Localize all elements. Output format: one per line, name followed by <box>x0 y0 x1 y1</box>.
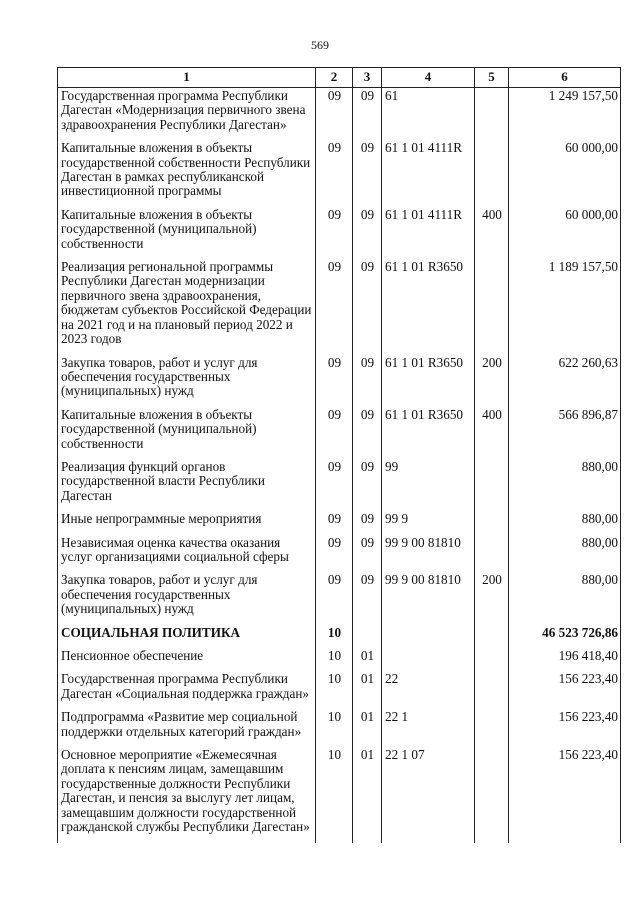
row-name-cell: Капитальные вложения в объекты государственной (муниципальной) собственности <box>58 408 316 460</box>
row-expense-type-cell <box>475 710 509 748</box>
row-section-cell: 09 <box>316 573 353 625</box>
row-section-cell: 09 <box>316 408 353 460</box>
row-expense-type-cell <box>475 626 509 649</box>
table-row <box>58 748 621 843</box>
table-row <box>58 626 621 649</box>
row-expense-type-cell <box>475 672 509 710</box>
row-amount-cell: 60 000,00 <box>509 141 621 208</box>
row-name-cell: Закупка товаров, работ и услуг для обеспечения государственных (муниципальных) нужд <box>58 573 316 625</box>
table-row <box>58 408 621 460</box>
row-name-cell: Иные непрограммные мероприятия <box>58 512 316 535</box>
column-header-5: 5 <box>475 68 509 88</box>
row-amount-cell: 566 896,87 <box>509 408 621 460</box>
row-target-item-cell: 61 1 01 R3650 <box>382 356 475 408</box>
row-amount-cell: 46 523 726,86 <box>509 626 621 649</box>
table-row <box>58 356 621 408</box>
row-expense-type-cell <box>475 748 509 843</box>
row-target-item-cell: 22 1 07 <box>382 748 475 843</box>
row-section-cell: 10 <box>316 649 353 672</box>
row-section-cell: 09 <box>316 141 353 208</box>
row-target-item-cell: 22 <box>382 672 475 710</box>
row-subsection-cell: 09 <box>353 512 382 535</box>
row-target-item-cell <box>382 649 475 672</box>
row-amount-cell: 622 260,63 <box>509 356 621 408</box>
row-subsection-cell: 09 <box>353 208 382 260</box>
row-expense-type-cell <box>475 260 509 355</box>
header-row <box>58 68 621 88</box>
row-amount-cell: 1 249 157,50 <box>509 88 621 142</box>
column-header-3: 3 <box>353 68 382 88</box>
row-target-item-cell: 99 9 <box>382 512 475 535</box>
table-row <box>58 536 621 574</box>
row-name-cell: Реализация региональной программы Республики Дагестан модернизации первичного звена здравоохранения, бюджетам субъектов Российской Федерации на 2021 год и на плановый период 2022 и 2023 годов <box>58 260 316 355</box>
budget-table <box>57 67 621 843</box>
row-section-cell: 09 <box>316 512 353 535</box>
row-amount-cell: 880,00 <box>509 536 621 574</box>
row-amount-cell: 880,00 <box>509 460 621 512</box>
row-section-cell: 09 <box>316 356 353 408</box>
row-amount-cell: 880,00 <box>509 573 621 625</box>
row-expense-type-cell <box>475 460 509 512</box>
table-row <box>58 710 621 748</box>
row-section-cell: 09 <box>316 208 353 260</box>
row-subsection-cell: 09 <box>353 408 382 460</box>
row-amount-cell: 1 189 157,50 <box>509 260 621 355</box>
row-amount-cell: 156 223,40 <box>509 672 621 710</box>
row-amount-cell: 880,00 <box>509 512 621 535</box>
row-amount-cell: 156 223,40 <box>509 748 621 843</box>
row-name-cell: Капитальные вложения в объекты государственной (муниципальной) собственности <box>58 208 316 260</box>
row-subsection-cell: 09 <box>353 356 382 408</box>
row-subsection-cell: 09 <box>353 141 382 208</box>
row-expense-type-cell <box>475 649 509 672</box>
row-amount-cell: 60 000,00 <box>509 208 621 260</box>
row-subsection-cell: 09 <box>353 536 382 574</box>
row-name-cell: Пенсионное обеспечение <box>58 649 316 672</box>
row-section-cell: 09 <box>316 460 353 512</box>
row-subsection-cell: 01 <box>353 748 382 843</box>
column-header-2: 2 <box>316 68 353 88</box>
table-row <box>58 260 621 355</box>
row-expense-type-cell: 400 <box>475 208 509 260</box>
row-target-item-cell: 22 1 <box>382 710 475 748</box>
row-target-item-cell <box>382 626 475 649</box>
table-row <box>58 460 621 512</box>
row-section-cell: 09 <box>316 536 353 574</box>
column-header-6: 6 <box>509 68 621 88</box>
row-expense-type-cell: 200 <box>475 356 509 408</box>
row-subsection-cell: 09 <box>353 460 382 512</box>
column-header-1: 1 <box>58 68 316 88</box>
table-row <box>58 208 621 260</box>
row-name-cell: Государственная программа Республики Дагестан «Социальная поддержка граждан» <box>58 672 316 710</box>
table-row <box>58 141 621 208</box>
row-name-cell: Капитальные вложения в объекты государственной собственности Республики Дагестан в рамках республиканской инвестиционной программы <box>58 141 316 208</box>
row-name-cell: Подпрограмма «Развитие мер социальной поддержки отдельных категорий граждан» <box>58 710 316 748</box>
row-target-item-cell: 61 1 01 R3650 <box>382 260 475 355</box>
row-subsection-cell: 01 <box>353 649 382 672</box>
row-subsection-cell: 09 <box>353 573 382 625</box>
row-expense-type-cell <box>475 512 509 535</box>
row-name-cell: Закупка товаров, работ и услуг для обеспечения государственных (муниципальных) нужд <box>58 356 316 408</box>
column-header-4: 4 <box>382 68 475 88</box>
row-section-cell: 09 <box>316 260 353 355</box>
row-subsection-cell: 01 <box>353 672 382 710</box>
table-row <box>58 672 621 710</box>
row-target-item-cell: 99 9 00 81810 <box>382 536 475 574</box>
row-subsection-cell: 09 <box>353 260 382 355</box>
row-name-cell: Независимая оценка качества оказания услуг организациями социальной сферы <box>58 536 316 574</box>
row-subsection-cell: 01 <box>353 710 382 748</box>
row-target-item-cell: 61 1 01 4111R <box>382 141 475 208</box>
row-name-cell: Основное мероприятие «Ежемесячная доплата к пенсиям лицам, замещавшим государственные должности Республики Дагестан, и пенсия за выслугу лет лицам, замещавшим должности государственной гражданской службы Республики Дагестан» <box>58 748 316 843</box>
row-target-item-cell: 61 1 01 R3650 <box>382 408 475 460</box>
row-name-cell: Государственная программа Республики Дагестан «Модернизация первичного звена здравоохранения Республики Дагестан» <box>58 88 316 142</box>
row-expense-type-cell <box>475 88 509 142</box>
table-row <box>58 88 621 142</box>
page-number: 569 <box>311 38 329 52</box>
table-row <box>58 573 621 625</box>
table-row <box>58 512 621 535</box>
row-target-item-cell: 99 <box>382 460 475 512</box>
row-name-cell: СОЦИАЛЬНАЯ ПОЛИТИКА <box>58 626 316 649</box>
row-section-cell: 10 <box>316 748 353 843</box>
row-section-cell: 10 <box>316 672 353 710</box>
row-expense-type-cell: 400 <box>475 408 509 460</box>
row-subsection-cell: 09 <box>353 88 382 142</box>
table-row <box>58 649 621 672</box>
row-section-cell: 10 <box>316 710 353 748</box>
row-name-cell: Реализация функций органов государственной власти Республики Дагестан <box>58 460 316 512</box>
row-expense-type-cell <box>475 141 509 208</box>
row-section-cell: 10 <box>316 626 353 649</box>
row-expense-type-cell: 200 <box>475 573 509 625</box>
row-amount-cell: 196 418,40 <box>509 649 621 672</box>
row-amount-cell: 156 223,40 <box>509 710 621 748</box>
row-target-item-cell: 61 1 01 4111R <box>382 208 475 260</box>
row-subsection-cell <box>353 626 382 649</box>
row-target-item-cell: 61 <box>382 88 475 142</box>
row-target-item-cell: 99 9 00 81810 <box>382 573 475 625</box>
row-section-cell: 09 <box>316 88 353 142</box>
row-expense-type-cell <box>475 536 509 574</box>
